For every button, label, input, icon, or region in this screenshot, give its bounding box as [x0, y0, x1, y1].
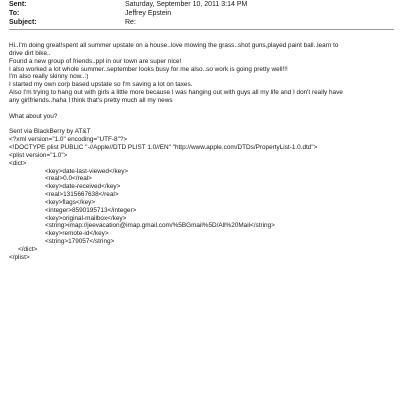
plist-entry: <real>1315667638</real> [45, 191, 119, 199]
paragraph-gap [9, 120, 394, 128]
plist-dict-close: </dict> [18, 245, 38, 253]
plist-entry: <string>179057</string> [45, 238, 115, 246]
plist-dict-open: <dict> [9, 159, 27, 167]
plist-entry: <key>remote-id</key> [45, 230, 109, 238]
subject-value: Re: [125, 19, 136, 26]
plist-entry: <key>date-last-viewed</key> [45, 167, 129, 175]
header-divider [9, 29, 394, 30]
plist-entry: <key>flags</key> [45, 198, 96, 206]
message-line: any girlfriends..haha I think that's pretty much all my news [9, 96, 173, 104]
to-value: Jeffrey Epstein [125, 10, 172, 17]
subject-row [9, 18, 394, 27]
plist-doctype: <!DOCTYPE plist PUBLIC "-//Apple//DTD PLIST 1.0//EN" "http://www.apple.com/DTDs/PropertyList-1.0.dtd"> [9, 143, 318, 151]
plist-entry: <real>0.0</real> [45, 175, 92, 183]
message-line: drive dirt bike.. [9, 49, 51, 57]
message-line: I'm also really skinny now..:) [9, 73, 89, 81]
plist-open: <plist version="1.0"> [9, 151, 68, 159]
email-body [9, 42, 394, 262]
plist-entry: <key>date-received</key> [45, 183, 121, 191]
message-line: I started my own corp based upstate so I'm saving a lot on taxes. [9, 81, 193, 89]
paragraph-gap [9, 105, 394, 113]
email-header [9, 0, 394, 27]
to-label: To: [9, 10, 20, 17]
question-line: What about you? [9, 112, 58, 120]
sent-row [9, 0, 394, 9]
plist-xml-declaration: <?xml version="1.0" encoding="UTF-8"?> [9, 136, 128, 144]
sent-label: Sent: [9, 1, 27, 8]
message-line: Also I'm trying to hang out with girls a little more because I was hanging out with guys all my life and I don't really have [9, 89, 343, 97]
to-row [9, 9, 394, 18]
message-line: Hi..I'm doing great!spent all summer upstate on a house..love mowing the grass..shot guns,played paint ball..learn to [9, 42, 339, 49]
plist-close: </plist> [9, 253, 30, 261]
plist-entry: <string>imap://jeevacation@imap.gmail.com/%5BGmail%5D/All%20Mail</string> [45, 222, 275, 230]
sent-value: Saturday, September 10, 2011 3:14 PM [125, 1, 248, 8]
signature-line: Sent via BlackBerry by AT&T [9, 128, 91, 136]
plist-entry: <key>original-mailbox</key> [45, 214, 127, 222]
subject-label: Subject: [9, 19, 37, 26]
message-line: Found a new group of friends..ppl in our town are super nice! [9, 57, 182, 65]
message-line: I also worked a lot whole summer..september looks busy for me also..so work is going pretty well!!! [9, 65, 288, 73]
plist-entry: <integer>8590195713</integer> [45, 206, 137, 214]
